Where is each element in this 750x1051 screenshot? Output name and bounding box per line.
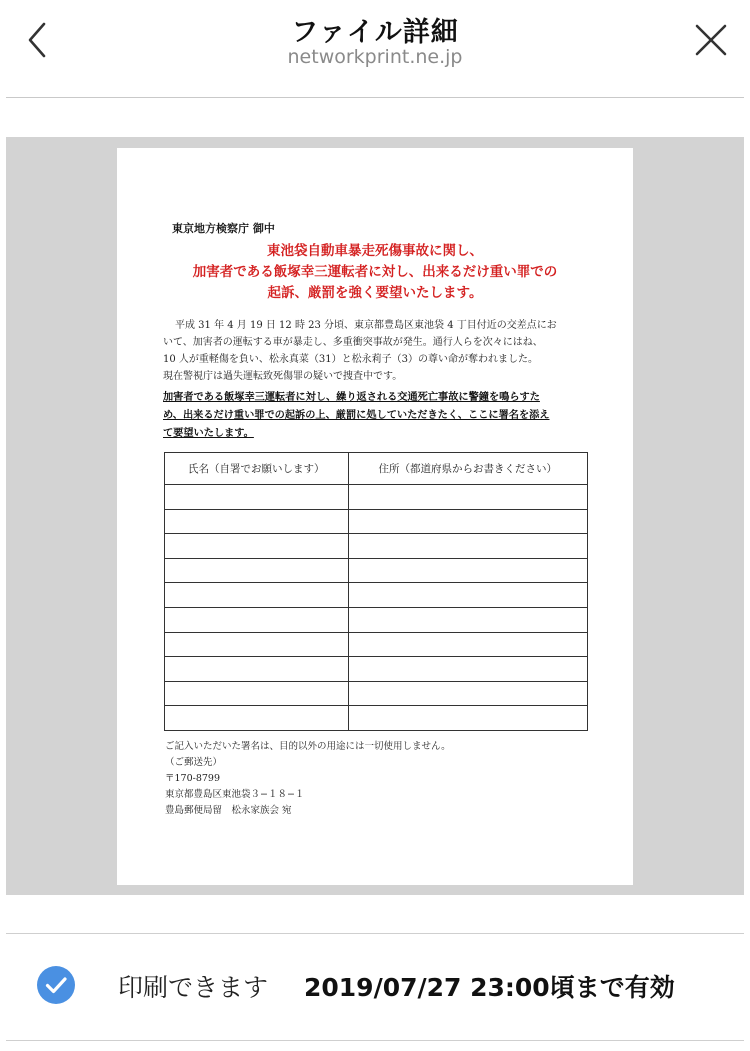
bottom-divider bbox=[6, 1040, 744, 1041]
name-cell bbox=[165, 657, 349, 682]
request-line: て要望いたします。 bbox=[163, 427, 254, 439]
doc-addressee: 東京地方検察庁 御中 bbox=[172, 222, 275, 235]
name-cell bbox=[165, 583, 349, 608]
table-row bbox=[165, 657, 588, 682]
address-cell bbox=[348, 509, 587, 534]
headline-line: 加害者である飯塚幸三運転者に対し、出来るだけ重い罪での bbox=[192, 264, 558, 280]
table-header-row bbox=[165, 453, 588, 485]
table-row bbox=[165, 509, 588, 534]
doc-headline bbox=[117, 241, 633, 304]
address-cell bbox=[348, 534, 587, 559]
header bbox=[0, 0, 750, 98]
body-line: 平成 31 年 4 月 19 日 12 時 23 分頃、東京都豊島区東池袋 4 丁目付近の交差点にお bbox=[175, 320, 557, 331]
name-cell bbox=[165, 485, 349, 510]
page-title: ファイル詳細 bbox=[291, 17, 459, 48]
footer-divider bbox=[6, 933, 744, 934]
signature-table bbox=[164, 452, 588, 731]
name-cell bbox=[165, 607, 349, 632]
table-row bbox=[165, 681, 588, 706]
headline-line: 東池袋自動車暴走死傷事故に関し、 bbox=[267, 243, 483, 259]
note-line: 東京都豊島区東池袋３−１８−１ bbox=[165, 789, 305, 800]
status-expiry: 2019/07/27 23:00頃まで有効 bbox=[304, 973, 675, 1002]
doc-body bbox=[163, 317, 593, 385]
column-header-name: 氏名（自署でお願いします） bbox=[165, 453, 349, 485]
address-cell bbox=[348, 657, 587, 682]
name-cell bbox=[165, 632, 349, 657]
document-preview[interactable] bbox=[6, 137, 744, 895]
document-page bbox=[117, 148, 633, 885]
page-subtitle: networkprint.ne.jp bbox=[287, 46, 463, 68]
doc-notes bbox=[165, 739, 451, 819]
close-icon bbox=[690, 18, 732, 62]
address-cell bbox=[348, 583, 587, 608]
table-row bbox=[165, 607, 588, 632]
body-line: いて、加害者の運転する車が暴走し、多重衝突事故が発生。通行人らを次々にはね、 bbox=[163, 337, 543, 348]
name-cell bbox=[165, 706, 349, 731]
note-line: ご記入いただいた署名は、目的以外の用途には一切使用しません。 bbox=[165, 741, 451, 752]
table-row bbox=[165, 558, 588, 583]
body-line: 現在警視庁は過失運転致死傷罪の疑いで捜査中です。 bbox=[163, 371, 403, 382]
address-cell bbox=[348, 632, 587, 657]
column-header-address: 住所（都道府県からお書きください） bbox=[348, 453, 587, 485]
name-cell bbox=[165, 509, 349, 534]
name-cell bbox=[165, 681, 349, 706]
doc-request bbox=[163, 388, 593, 442]
table-row bbox=[165, 632, 588, 657]
address-cell bbox=[348, 558, 587, 583]
body-line: 10 人が重軽傷を負い、松永真菜（31）と松永莉子（3）の尊い命が奪われました。 bbox=[163, 354, 538, 365]
table-row bbox=[165, 534, 588, 559]
note-line: （ご郵送先） bbox=[165, 757, 223, 768]
header-divider bbox=[6, 97, 744, 98]
request-line: め、出来るだけ重い罪での起訴の上、厳罰に処していただきたく、ここに署名を添え bbox=[163, 409, 550, 421]
table-row bbox=[165, 583, 588, 608]
request-line: 加害者である飯塚幸三運転者に対し、繰り返される交通死亡事故に警鐘を鳴らすた bbox=[163, 391, 540, 403]
status-label: 印刷できます bbox=[118, 973, 269, 1002]
headline-line: 起訴、厳罰を強く要望いたします。 bbox=[267, 285, 483, 301]
table-row bbox=[165, 706, 588, 731]
address-cell bbox=[348, 485, 587, 510]
address-cell bbox=[348, 681, 587, 706]
name-cell bbox=[165, 534, 349, 559]
note-line: 豊島郵便局留 松永家族会 宛 bbox=[165, 805, 292, 816]
name-cell bbox=[165, 558, 349, 583]
address-cell bbox=[348, 706, 587, 731]
check-circle-icon bbox=[37, 966, 75, 1004]
address-cell bbox=[348, 607, 587, 632]
note-line: 〒170-8799 bbox=[165, 773, 221, 784]
close-button[interactable] bbox=[690, 18, 732, 62]
table-row bbox=[165, 485, 588, 510]
